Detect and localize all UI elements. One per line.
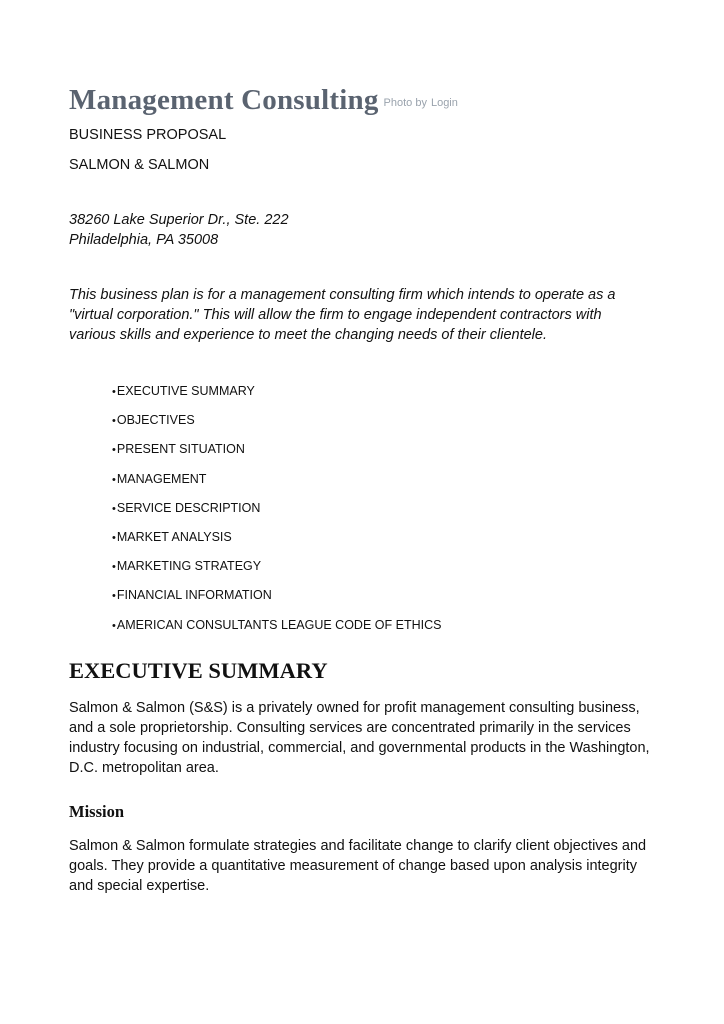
toc-item-label: SERVICE DESCRIPTION: [116, 500, 261, 515]
mission-line-3: and special expertise.: [69, 878, 210, 894]
intro-line-3: various skills and experience to meet the changing needs of their clientele.: [69, 327, 547, 343]
executive-summary-line-3: industry focusing on industrial, commercial, and governmental products in the Washington,: [69, 740, 650, 756]
company-name: SALMON & SALMON: [69, 157, 210, 173]
document-title: Management Consulting: [69, 84, 379, 116]
toc-item: [112, 469, 441, 498]
toc-item-label: FINANCIAL INFORMATION: [116, 588, 272, 603]
toc-item: [112, 439, 441, 468]
login-link[interactable]: Login: [430, 97, 458, 109]
toc-item: [112, 381, 441, 410]
table-of-contents: [112, 381, 441, 644]
toc-item: [112, 410, 441, 439]
toc-item-label: AMERICAN CONSULTANTS LEAGUE CODE OF ETHICS: [116, 617, 442, 632]
bullet-icon: •: [112, 502, 116, 515]
mission-line-1: Salmon & Salmon formulate strategies and facilitate change to clarify client objectives and: [69, 838, 647, 854]
bullet-icon: •: [112, 473, 116, 486]
toc-item-label: MARKET ANALYSIS: [116, 529, 232, 544]
bullet-icon: •: [112, 444, 116, 457]
toc-item: [112, 585, 441, 614]
bullet-icon: •: [112, 386, 116, 398]
bullet-icon: •: [112, 619, 116, 632]
proposal-subtitle: BUSINESS PROPOSAL: [69, 127, 227, 143]
photo-credit: [384, 97, 458, 109]
bullet-icon: •: [112, 531, 116, 544]
toc-item: [112, 615, 441, 644]
mission-heading: Mission: [69, 802, 125, 821]
toc-item-label: MARKETING STRATEGY: [116, 559, 262, 574]
mission-line-2: goals. They provide a quantitative measurement of change based upon analysis integrity: [69, 858, 637, 874]
toc-item: [112, 556, 441, 585]
bullet-icon: •: [112, 415, 116, 428]
toc-item: [112, 527, 441, 556]
photo-by-label: Photo by: [383, 97, 427, 109]
executive-summary-line-4: D.C. metropolitan area.: [69, 760, 219, 776]
toc-item-label: MANAGEMENT: [116, 471, 207, 486]
toc-item-label: EXECUTIVE SUMMARY: [116, 384, 255, 398]
title-row: [69, 84, 458, 117]
executive-summary-heading: EXECUTIVE SUMMARY: [69, 658, 328, 683]
bullet-icon: •: [112, 561, 116, 574]
toc-item-label: OBJECTIVES: [116, 413, 195, 428]
executive-summary-line-1: Salmon & Salmon (S&S) is a privately owned for profit management consulting business,: [69, 700, 640, 716]
intro-line-2: "virtual corporation." This will allow the firm to engage independent contractors with: [69, 307, 602, 323]
intro-line-1: This business plan is for a management consulting firm which intends to operate as a: [69, 287, 616, 303]
toc-item-label: PRESENT SITUATION: [116, 442, 245, 457]
executive-summary-line-2: and a sole proprietorship. Consulting services are concentrated primarily in the services: [69, 720, 631, 736]
toc-item: [112, 498, 441, 527]
address-line-1: 38260 Lake Superior Dr., Ste. 222: [69, 212, 289, 228]
address-line-2: Philadelphia, PA 35008: [69, 232, 219, 248]
bullet-icon: •: [112, 590, 116, 603]
